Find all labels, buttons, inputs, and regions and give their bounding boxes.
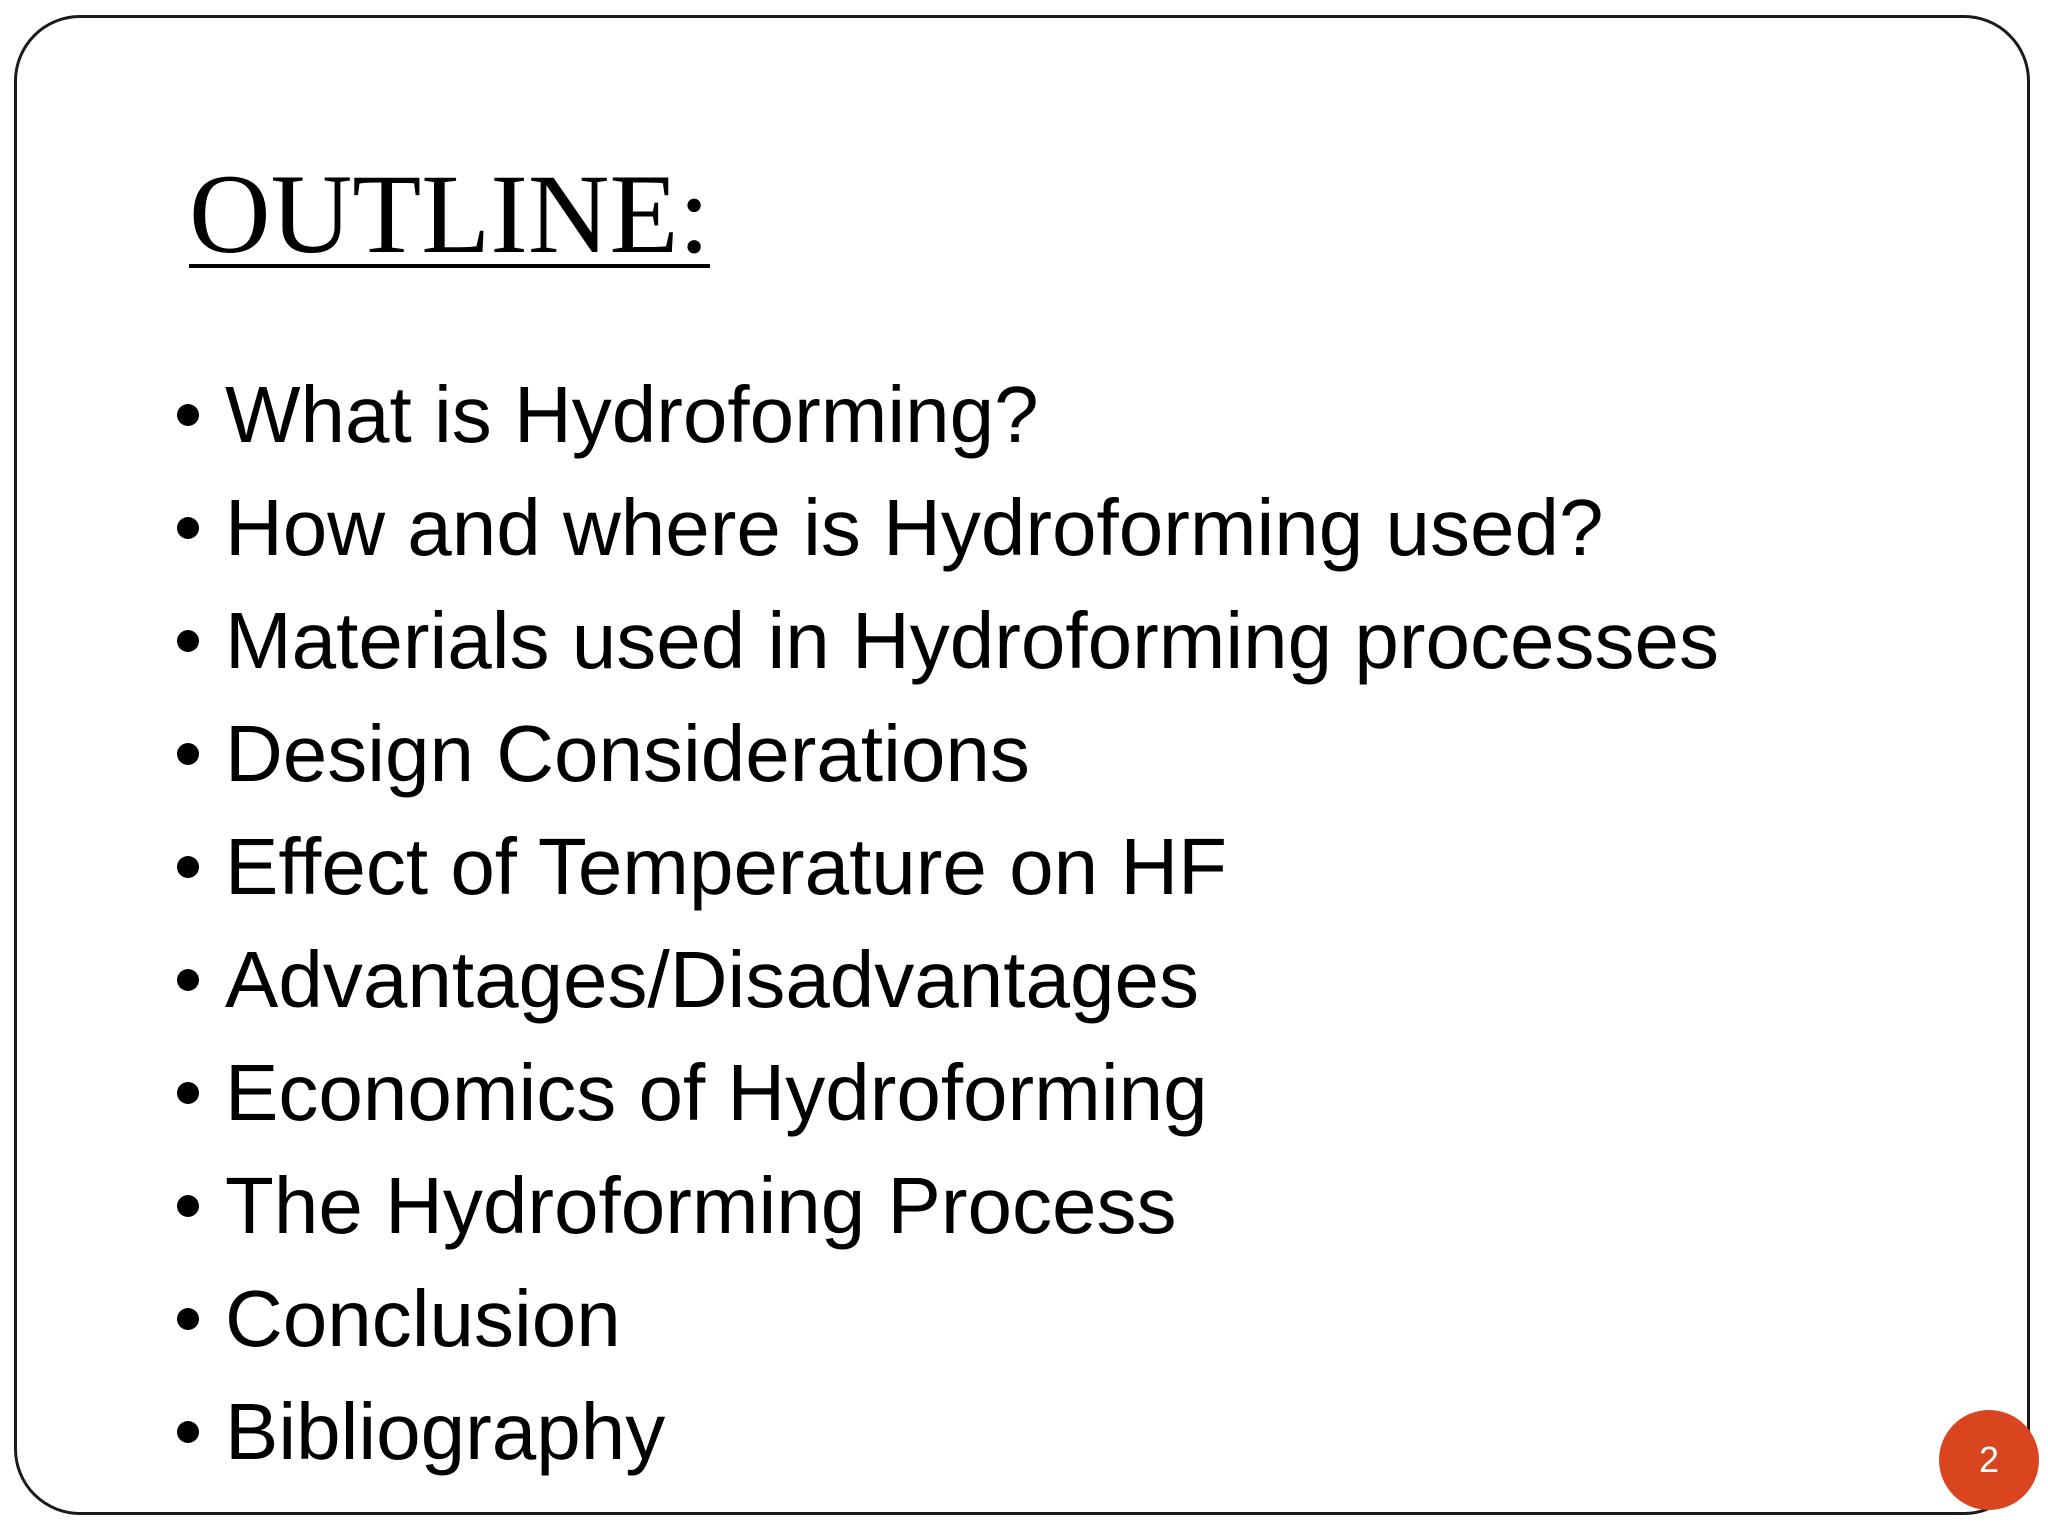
outline-item [177,471,1719,584]
bullet-icon [177,1421,199,1443]
bullet-icon [177,404,199,426]
outline-item-label: What is Hydroforming? [225,369,1039,459]
page-number: 2 [1978,1439,2000,1480]
bullet-icon [177,630,199,652]
outline-item [177,1149,1719,1262]
slide-title: OUTLINE: [189,152,710,277]
bullet-icon [177,517,199,539]
outline-item [177,1375,1719,1488]
outline-item [177,584,1719,697]
outline-item-label: Economics of Hydroforming [225,1047,1208,1137]
outline-item [177,1262,1719,1375]
outline-item-label: Materials used in Hydroforming processes [225,595,1719,685]
outline-item [177,1036,1719,1149]
outline-item-label: Advantages/Disadvantages [225,934,1199,1024]
outline-item [177,358,1719,471]
outline-item [177,923,1719,1036]
bullet-icon [177,1082,199,1104]
outline-item-label: Conclusion [225,1273,621,1363]
outline-item-label: Effect of Temperature on HF [225,821,1227,911]
bullet-icon [177,1308,199,1330]
slide-frame [14,15,2030,1515]
bullet-icon [177,969,199,991]
outline-item [177,697,1719,810]
bullet-icon [177,1195,199,1217]
bullet-icon [177,743,199,765]
bullet-icon [177,856,199,878]
outline-item [177,810,1719,923]
outline-item-label: Design Considerations [225,708,1030,798]
outline-item-label: How and where is Hydroforming used? [225,482,1604,572]
outline-item-label: Bibliography [225,1386,666,1476]
outline-list [177,358,1719,1488]
outline-item-label: The Hydroforming Process [225,1160,1177,1250]
page-number-badge [1939,1410,2039,1510]
